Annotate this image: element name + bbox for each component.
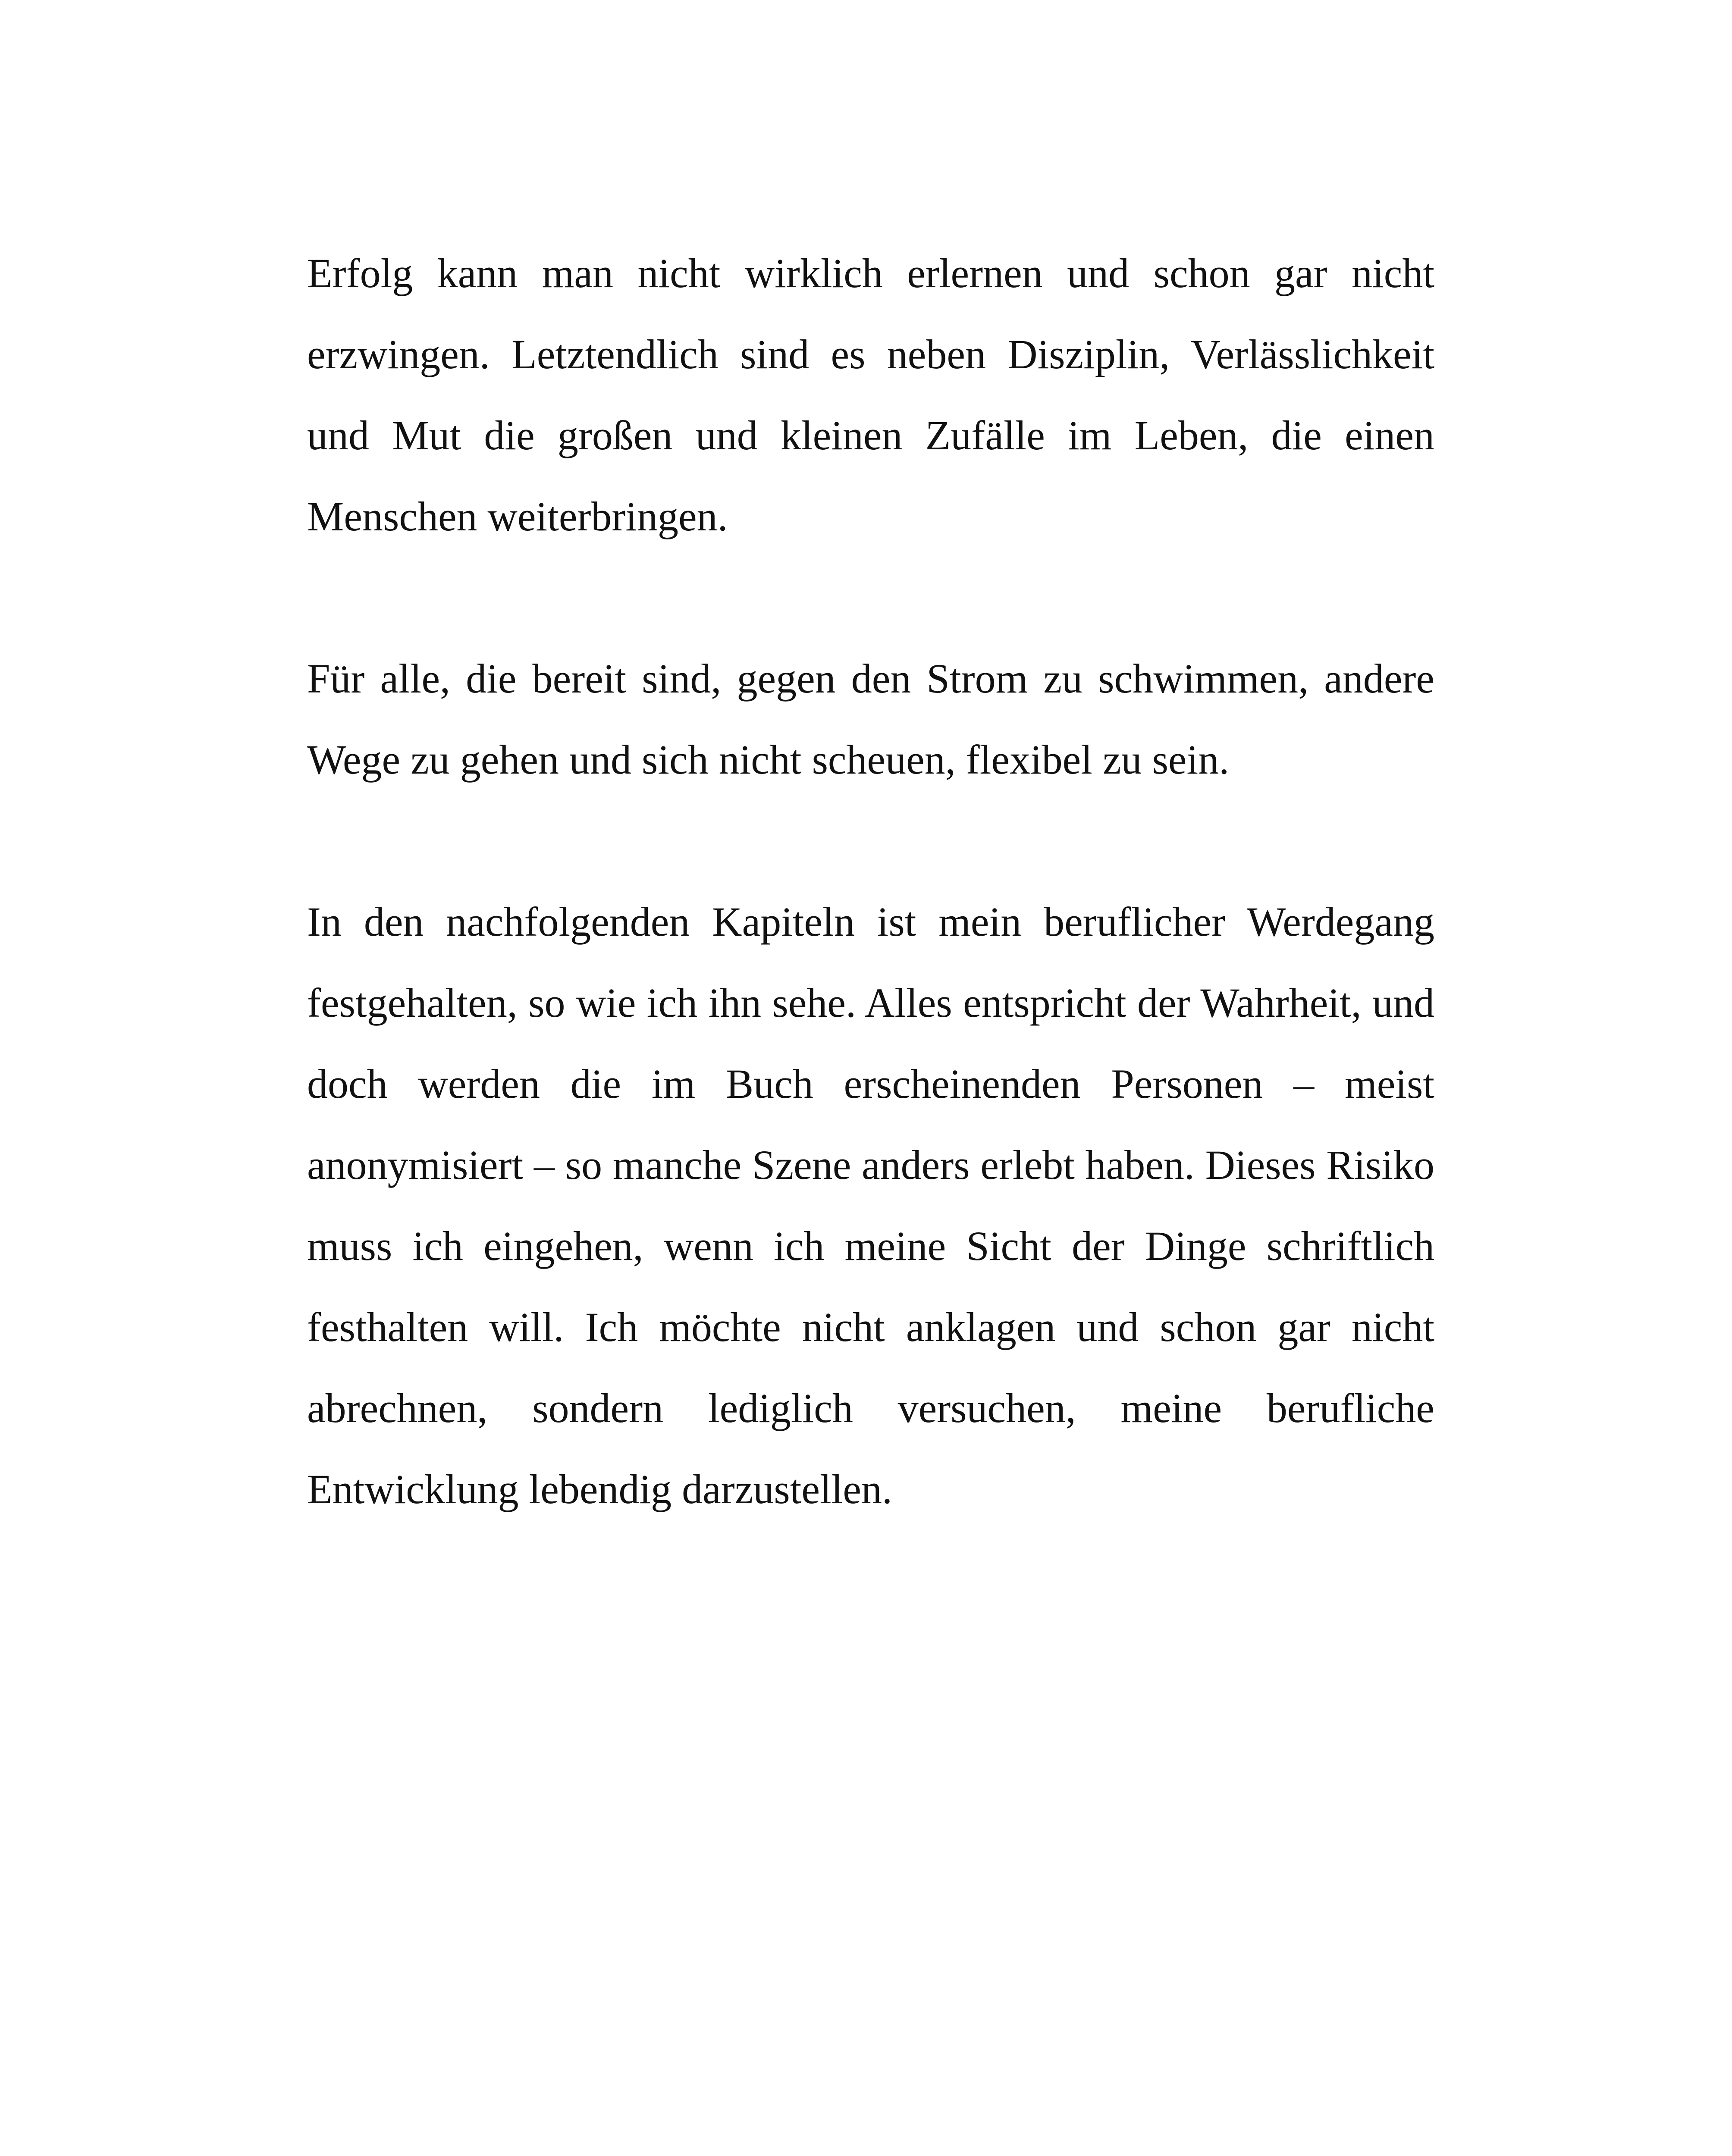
paragraph-1: Erfolg kann man nicht wirklich erlernen und schon gar nicht erzwingen. Letztendlich sind es neben Disziplin, Verlässlichkeit und Mut die großen und kleinen Zufälle im Leben, die einen Menschen weiterbringen. — [307, 250, 1434, 539]
paragraph-2: Für alle, die bereit sind, gegen den Strom zu schwimmen, andere Wege zu gehen und sich nicht scheuen, flexibel zu sein. — [307, 655, 1434, 783]
body-text — [307, 233, 1434, 1530]
paragraph-3: In den nachfolgenden Kapiteln ist mein beruflicher Werdegang festgehalten, so wie ich ihn sehe. Alles entspricht der Wahrheit, und doch werden die im Buch erscheinenden Personen – meist anonymisiert – so manche Szene anders erlebt haben. Dieses Risiko muss ich eingehen, wenn ich meine Sicht der Dinge schriftlich festhalten will. Ich möchte nicht anklagen und schon gar nicht abrechnen, sondern lediglich versuchen, meine berufliche Entwicklung lebendig darzustellen. — [307, 899, 1434, 1512]
